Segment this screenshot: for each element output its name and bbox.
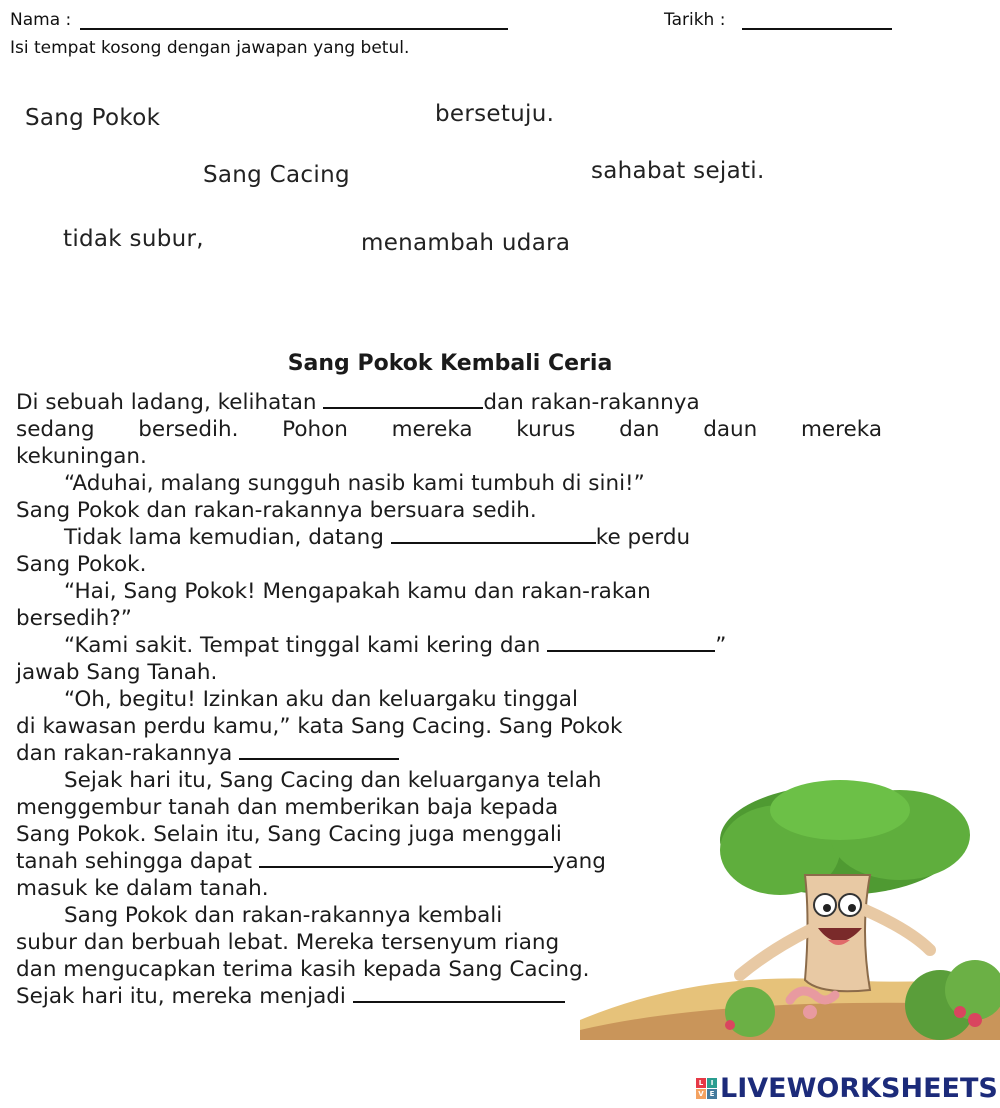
story-line (16, 389, 700, 416)
story-line: “Aduhai, malang sungguh nasib kami tumbuh di sini!” (64, 471, 645, 496)
date-label: Tarikh : (664, 10, 726, 30)
story-text: tanah sehingga dapat (16, 849, 252, 874)
story-text: ” (715, 633, 727, 658)
story-line: Sang Pokok dan rakan-rakannya bersuara sedih. (16, 498, 537, 523)
story-line: menggembur tanah dan memberikan baja kepada (16, 795, 559, 820)
story-text: Sejak hari itu, mereka menjadi (16, 984, 346, 1009)
story-line: di kawasan perdu kamu,” kata Sang Cacing. Sang Pokok (16, 714, 623, 739)
blank-5[interactable] (259, 848, 553, 868)
logo-letter: E (707, 1089, 717, 1099)
story-line: Sang Pokok dan rakan-rakannya kembali (64, 903, 503, 928)
blank-2[interactable] (391, 524, 596, 544)
answer-bersetuju[interactable]: bersetuju. (435, 101, 555, 127)
liveworksheets-logo (696, 1072, 998, 1104)
tree-illustration (580, 780, 1000, 1040)
name-field[interactable] (80, 28, 508, 30)
blank-1[interactable] (323, 389, 483, 409)
story-text: Tidak lama kemudian, datang (64, 525, 384, 550)
date-field[interactable] (742, 28, 892, 30)
story-line: “Hai, Sang Pokok! Mengapakah kamu dan rakan-rakan (64, 579, 651, 604)
story-line: masuk ke dalam tanah. (16, 876, 269, 901)
story-line: kekuningan. (16, 444, 147, 469)
name-label: Nama : (10, 10, 72, 30)
story-line: dan mengucapkan terima kasih kepada Sang Cacing. (16, 957, 590, 982)
liveworksheets-icon (696, 1078, 717, 1099)
story-text: dan rakan-rakannya (16, 741, 233, 766)
instruction-text: Isi tempat kosong dengan jawapan yang betul. (10, 38, 410, 58)
logo-letter: L (696, 1078, 706, 1088)
answer-menambah-udara[interactable]: menambah udara (361, 230, 571, 256)
story-text: ke perdu (595, 525, 691, 550)
story-line (64, 524, 690, 551)
answer-sahabat-sejati[interactable]: sahabat sejati. (591, 158, 765, 184)
story-line: Sang Pokok. (16, 552, 147, 577)
logo-letter: I (707, 1078, 717, 1088)
story-line: bersedih?” (16, 606, 132, 631)
answer-sang-cacing[interactable]: Sang Cacing (203, 162, 350, 188)
story-line: sedang bersedih. Pohon mereka kurus dan daun mereka (16, 417, 882, 442)
story-title: Sang Pokok Kembali Ceria (287, 351, 613, 376)
story-text: Di sebuah ladang, kelihatan (16, 390, 317, 415)
blank-3[interactable] (547, 632, 715, 652)
logo-letter: V (696, 1089, 706, 1099)
answer-sang-pokok[interactable]: Sang Pokok (25, 105, 161, 131)
story-line: jawab Sang Tanah. (16, 660, 218, 685)
story-text: “Kami sakit. Tempat tinggal kami kering dan (64, 633, 541, 658)
story-line (16, 848, 606, 875)
story-text: yang (552, 849, 606, 874)
story-text: dan rakan-rakannya (483, 390, 700, 415)
blank-4[interactable] (239, 740, 399, 760)
answer-tidak-subur[interactable]: tidak subur, (63, 226, 204, 252)
story-line: Sejak hari itu, Sang Cacing dan keluarganya telah (64, 768, 602, 793)
blank-6[interactable] (353, 983, 565, 1003)
story-line: “Oh, begitu! Izinkan aku dan keluargaku tinggal (64, 687, 578, 712)
story-line (16, 983, 565, 1010)
story-line (64, 632, 726, 659)
story-line: subur dan berbuah lebat. Mereka tersenyum riang (16, 930, 560, 955)
brand-name: LIVEWORKSHEETS (720, 1072, 998, 1104)
story-line: Sang Pokok. Selain itu, Sang Cacing juga menggali (16, 822, 562, 847)
story-line (16, 740, 399, 767)
